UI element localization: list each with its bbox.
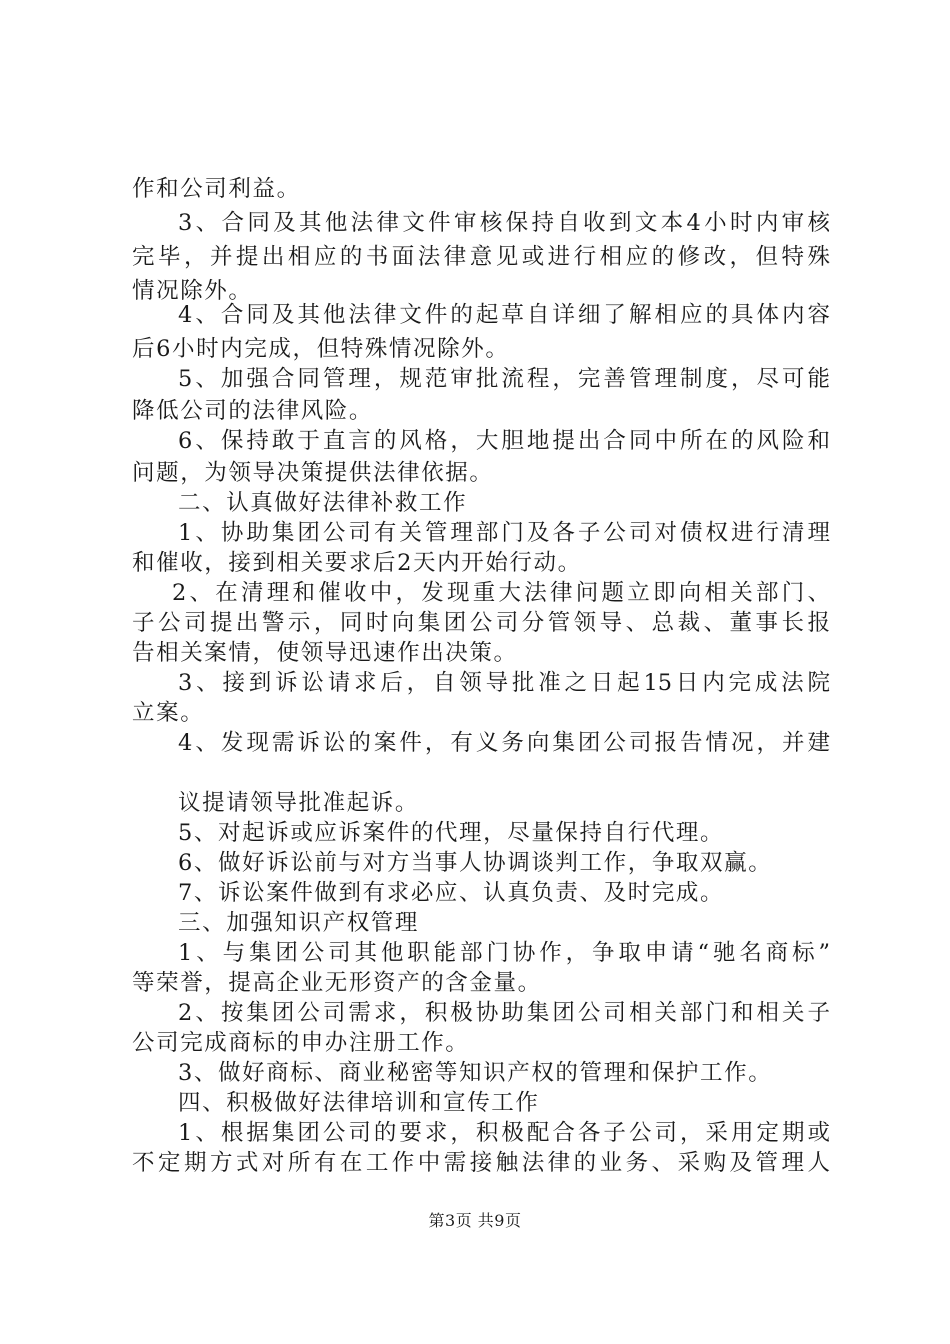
section-heading: 二、认真做好法律补救工作 [178,490,468,516]
text-line: 完毕，并提出相应的书面法律意见或进行相应的修改，但特殊 [132,244,830,270]
text-line: 1、与集团公司其他职能部门协作，争取申请“驰名商标” [178,940,830,966]
text-line: 3、接到诉讼请求后，自领导批准之日起15日内完成法院 [178,670,830,696]
text-line: 后6小时内完成，但特殊情况除外。 [132,336,510,362]
text-line: 作和公司利益。 [132,176,301,202]
text-line: 4、合同及其他法律文件的起草自详细了解相应的具体内容 [178,302,830,328]
text-line: 3、做好商标、商业秘密等知识产权的管理和保护工作。 [178,1060,773,1086]
text-line: 3、合同及其他法律文件审核保持自收到文本4小时内审核 [178,210,830,236]
text-line: 5、加强合同管理，规范审批流程，完善管理制度，尽可能 [178,366,830,392]
text-line: 2、按集团公司需求，积极协助集团公司相关部门和相关子 [178,1000,830,1026]
text-line: 1、协助集团公司有关管理部门及各子公司对债权进行清理 [178,520,830,546]
text-line: 不定期方式对所有在工作中需接触法律的业务、采购及管理人 [132,1150,830,1176]
text-line: 2、在清理和催收中，发现重大法律问题立即向相关部门、 [172,580,830,606]
page-footer: 第3页 共9页 [428,1211,522,1230]
text-line: 降低公司的法律风险。 [132,398,374,424]
text-line: 6、做好诉讼前与对方当事人协调谈判工作，争取双赢。 [178,850,773,876]
text-line: 情况除外。 [132,278,253,304]
text-line: 议提请领导批准起诉。 [178,790,420,816]
section-heading: 四、积极做好法律培训和宣传工作 [178,1090,540,1116]
text-line: 6、保持敢于直言的风格，大胆地提出合同中所在的风险和 [178,428,830,454]
text-line: 和催收，接到相关要求后2天内开始行动。 [132,550,582,576]
text-line: 问题，为领导决策提供法律依据。 [132,460,494,486]
text-line: 1、根据集团公司的要求，积极配合各子公司，采用定期或 [178,1120,830,1146]
text-line: 等荣誉，提高企业无形资产的含金量。 [132,970,542,996]
text-line: 4、发现需诉讼的案件，有义务向集团公司报告情况，并建 [178,730,830,756]
text-line: 告相关案情，使领导迅速作出决策。 [132,640,518,666]
text-line: 公司完成商标的申办注册工作。 [132,1030,470,1056]
text-line: 子公司提出警示，同时向集团公司分管领导、总裁、董事长报 [132,610,830,636]
text-line: 立案。 [132,700,205,726]
text-line: 7、诉讼案件做到有求必应、认真负责、及时完成。 [178,880,725,906]
section-heading: 三、加强知识产权管理 [178,910,420,936]
text-line: 5、对起诉或应诉案件的代理，尽量保持自行代理。 [178,820,725,846]
